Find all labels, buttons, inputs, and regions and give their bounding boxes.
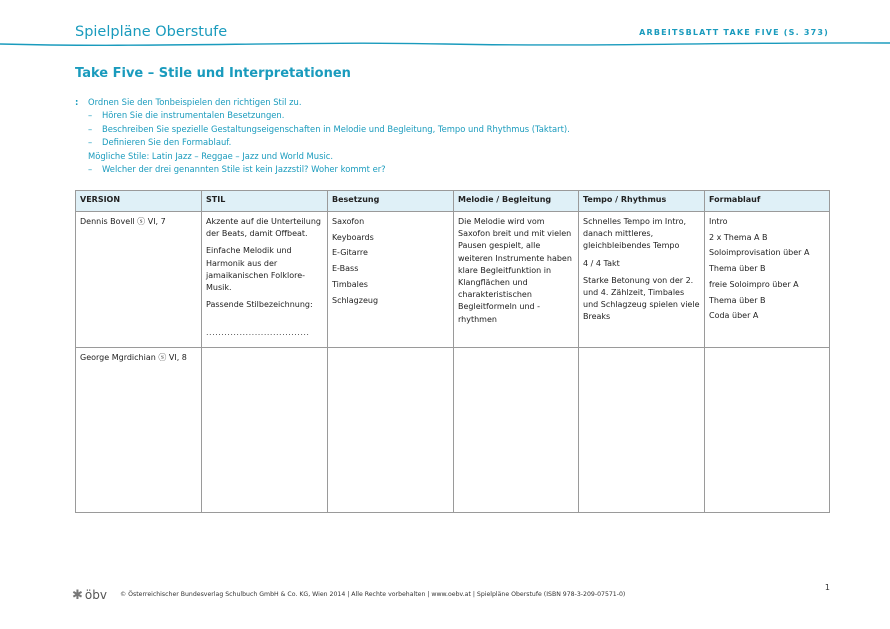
table-header-row: [76, 191, 830, 212]
header-melodie: Melodie / Begleitung: [454, 191, 579, 212]
publisher-logo: [72, 588, 107, 603]
form-part: 2 x Thema A B: [709, 232, 768, 242]
tempo-text: 4 / 4 Takt: [583, 258, 620, 268]
instrument: Keyboards: [332, 232, 374, 242]
form-part: Coda über A: [709, 311, 759, 321]
cell-melodie-empty[interactable]: [454, 348, 579, 513]
stil-text: Akzente auf die Unterteilung der Beats, damit Offbeat.: [206, 217, 321, 239]
dash: –: [88, 110, 93, 121]
cell-melodie: Die Melodie wird vom Saxofon breit und mit vielen Pausen gespielt, alle weiteren Instrumente haben klare Begleitfunktion in Klangflächen und charakteristischen Begleitformeln und -rhythmen: [454, 212, 579, 348]
header-formablauf: Formablauf: [705, 191, 830, 212]
stil-text: Passende Stilbezeichnung:: [206, 300, 313, 310]
header-title: Spielpläne Oberstufe: [75, 24, 228, 40]
tempo-text: Schnelles Tempo im Intro, danach mittleres, gleichbleibendes Tempo: [583, 217, 687, 251]
page-heading: Take Five – Stile und Interpretationen: [75, 66, 351, 81]
form-part: Thema über B: [709, 264, 766, 274]
table-row: [76, 348, 830, 513]
stil-text: Einfache Melodik und Harmonik aus der jamaikanischen Folklore-Musik.: [206, 246, 306, 293]
logo-text: öbv: [84, 588, 107, 602]
cell-version: Dennis Bovell ⓢ VI, 7: [76, 212, 202, 348]
cell-formablauf: [705, 212, 830, 348]
table-row: [76, 212, 830, 348]
form-part: Intro: [709, 217, 728, 226]
header-stil: STIL: [202, 191, 328, 212]
task-bullet: Definieren Sie den Formablauf.: [102, 137, 232, 148]
dash: –: [88, 164, 93, 175]
task-instructions: [75, 96, 795, 176]
star-icon: ✱: [72, 588, 83, 603]
cell-besetzung-empty[interactable]: [328, 348, 454, 513]
instrument: Schlagzeug: [332, 295, 379, 305]
cell-tempo: [579, 212, 705, 348]
stil-answer-blank[interactable]: ..................................: [206, 328, 310, 338]
instrument: Saxofon: [332, 217, 365, 226]
cell-besetzung: [328, 212, 454, 348]
instrument: E-Gitarre: [332, 248, 368, 258]
task-bullet: Beschreiben Sie spezielle Gestaltungseigenschaften in Melodie und Begleitung, Tempo und Rhythmus (Taktart).: [102, 123, 570, 134]
form-part: Thema über B: [709, 295, 766, 305]
form-part: Soloimprovisation über A: [709, 248, 810, 258]
task-marker: :: [75, 97, 79, 107]
instrument: E-Bass: [332, 264, 359, 274]
header-besetzung: Besetzung: [328, 191, 454, 212]
dash: –: [88, 137, 93, 148]
footer: [72, 583, 832, 606]
cell-version: George Mgrdichian ⓢ VI, 8: [76, 348, 202, 513]
header-tempo: Tempo / Rhythmus: [579, 191, 705, 212]
task-bullet: Hören Sie die instrumentalen Besetzungen.: [102, 110, 285, 121]
task-bullet: Welcher der drei genannten Stile ist kein Jazzstil? Woher kommt er?: [102, 164, 386, 175]
cell-stil: [202, 212, 328, 348]
worksheet-reference: ARBEITSBLATT TAKE FIVE (S. 373): [639, 28, 829, 37]
cell-stil-empty[interactable]: [202, 348, 328, 513]
header-wave-line: [0, 32, 890, 52]
task-styles-line: Mögliche Stile: Latin Jazz – Reggae – Jazz und World Music.: [88, 150, 334, 161]
cell-formablauf-empty[interactable]: [705, 348, 830, 513]
tempo-text: Starke Betonung von der 2. und 4. Zählzeit, Timbales und Schlagzeug spielen viele Breaks: [583, 275, 700, 322]
worksheet-table: [75, 190, 830, 513]
dash: –: [88, 123, 93, 134]
copyright-text: © Österreichischer Bundesverlag Schulbuch GmbH & Co. KG, Wien 2014 | Alle Rechte vorbehalten | www.oebv.at | Spielpläne Oberstufe (ISBN 978-3-209-07571-0): [120, 591, 626, 598]
page-number: 1: [824, 583, 830, 592]
header-version: VERSION: [76, 191, 202, 212]
task-intro: Ordnen Sie den Tonbeispielen den richtigen Stil zu.: [88, 97, 302, 107]
cell-tempo-empty[interactable]: [579, 348, 705, 513]
instrument: Timbales: [332, 279, 368, 289]
form-part: freie Soloimpro über A: [709, 279, 799, 289]
